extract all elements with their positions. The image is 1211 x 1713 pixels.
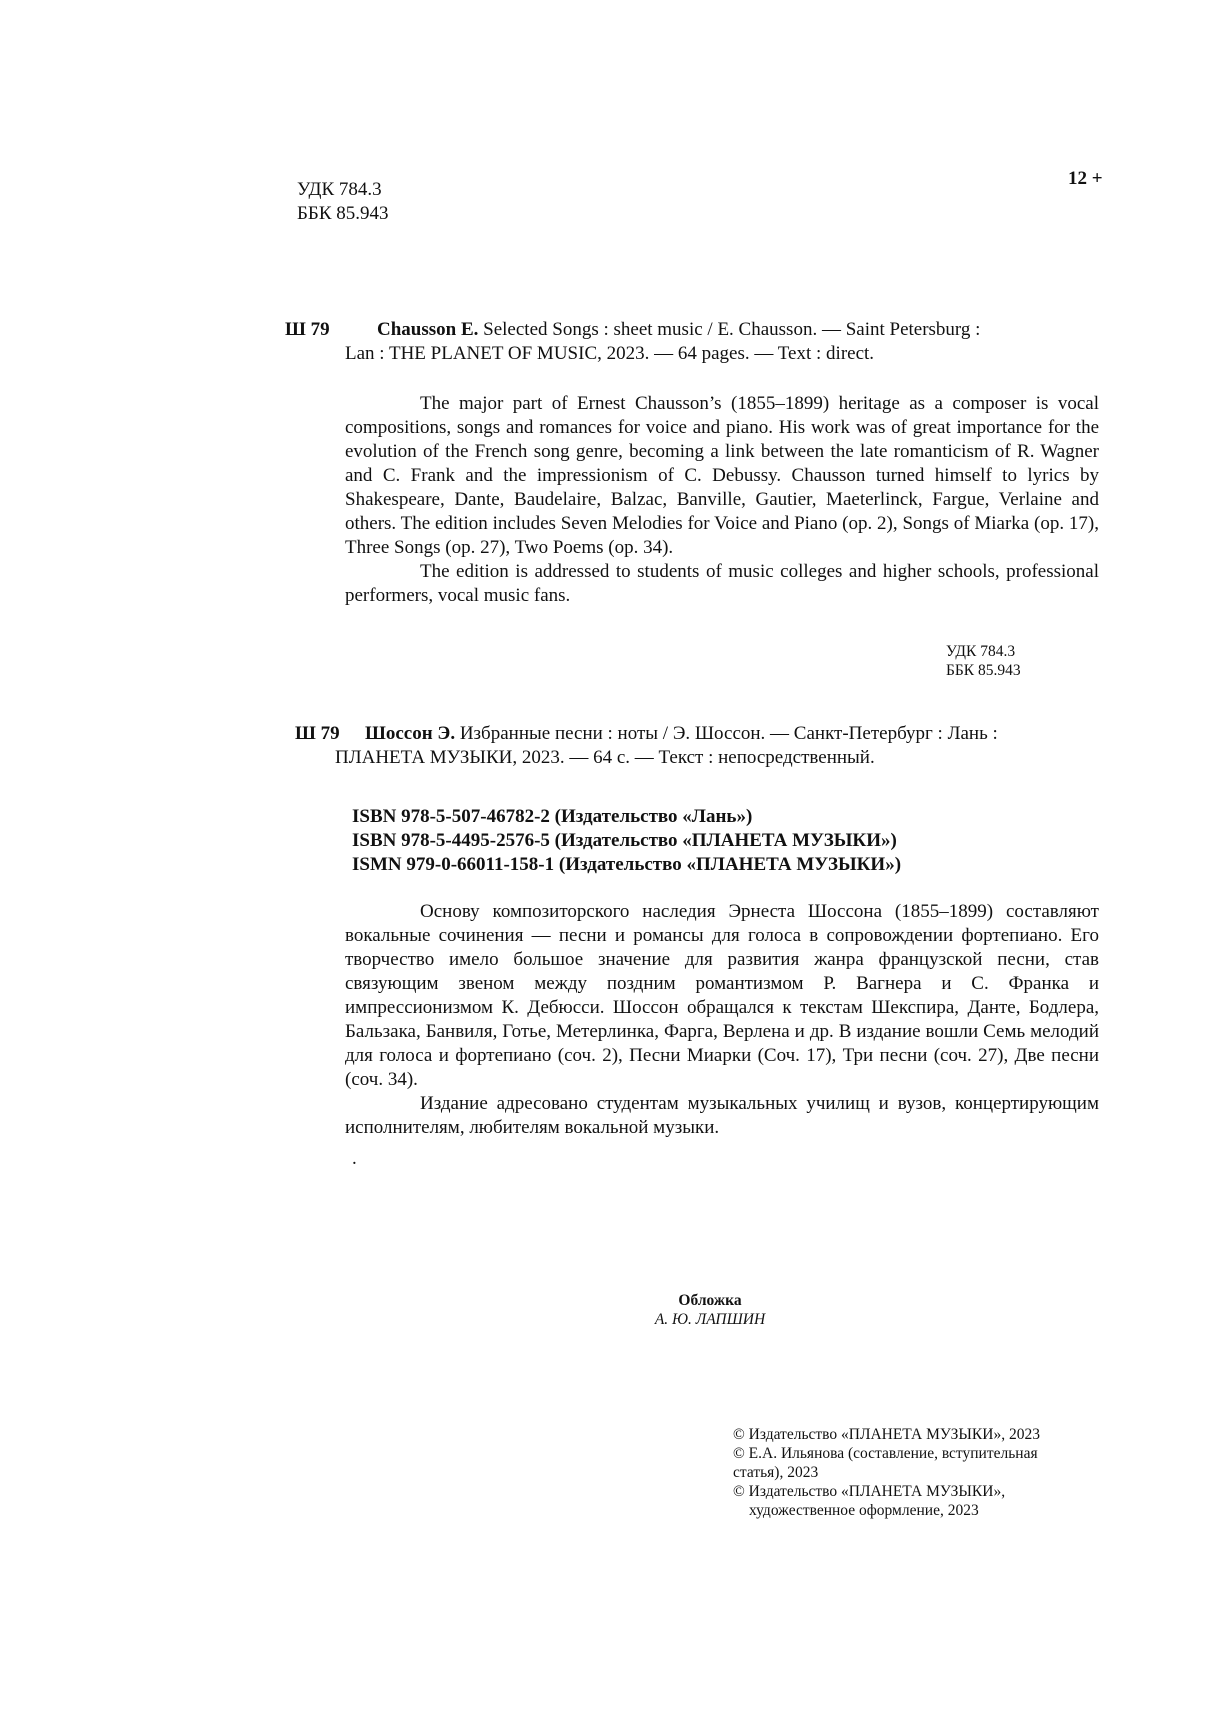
english-abstract bbox=[345, 392, 1099, 608]
copyright-line-3: статья), 2023 bbox=[733, 1464, 819, 1481]
english-udk: УДК 784.3 bbox=[946, 643, 1016, 660]
english-code: Ш 79 bbox=[285, 319, 330, 340]
english-entry bbox=[285, 318, 1100, 366]
copyright-line-4: © Издательство «ПЛАНЕТА МУЗЫКИ», bbox=[733, 1483, 1006, 1500]
russian-abstract-p1: Основу композиторского наследия Эрнеста Шоссона (1855–1899) составляют вокальные сочинения — песни и романсы для голоса в сопровождении фортепиано. Его творчество имело большое значение для развития жанра французской песни, став связующим звеном между поздним романтизмом Р. Вагнера и С. Франка и импрессионизмом К. Дебюсси. Шоссон обращался к текстам Шекспира, Данте, Бодлера, Бальзака, Банвиля, Готье, Метерлинка, Фарга, Верлена и др. В издание вошли Семь мелодий для голоса и фортепиано (соч. 2), Песни Миарки (Соч. 17), Три песни (соч. 27), Две песни (соч. 34). bbox=[345, 901, 1099, 1090]
english-author: Chausson E. bbox=[377, 319, 479, 340]
cover-credit bbox=[560, 1291, 860, 1329]
english-bbk: ББК 85.943 bbox=[946, 662, 1021, 679]
isbn-planeta: ISBN 978-5-4495-2576-5 (Издательство «ПЛАНЕТА МУЗЫКИ») bbox=[352, 830, 897, 851]
copyright-block bbox=[733, 1425, 1040, 1520]
russian-abstract-p2: Издание адресовано студентам музыкальных училищ и вузов, концертирующим исполнителям, любителям вокальной музыки. bbox=[345, 1093, 1099, 1138]
stray-dot: . bbox=[352, 1148, 357, 1169]
russian-citation-text1: Избранные песни : ноты / Э. Шоссон. — Санкт-Петербург : Лань : bbox=[455, 723, 998, 744]
english-abstract-p1: The major part of Ernest Chausson’s (1855–1899) heritage as a composer is vocal compositions, songs and romances for voice and piano. His work was of great importance for the evolution of the French song genre, becoming a link between the late romanticism of R. Wagner and C. Frank and the impressionism of C. Debussy. Chausson turned himself to lyrics by Shakespeare, Dante, Baudelaire, Balzac, Banville, Gautier, Maeterlinck, Fargue, Verlaine and others. The edition includes Seven Melodies for Voice and Piano (op. 2), Songs of Miarka (op. 17), Three Songs (op. 27), Two Poems (op. 34). bbox=[345, 393, 1099, 558]
age-rating: 12 + bbox=[1068, 168, 1103, 189]
top-udk: УДК 784.3 bbox=[297, 179, 382, 200]
copyright-line-1: © Издательство «ПЛАНЕТА МУЗЫКИ», 2023 bbox=[733, 1426, 1040, 1443]
russian-author: Шоссон Э. bbox=[365, 723, 456, 744]
isbn-lan: ISBN 978-5-507-46782-2 (Издательство «Лань») bbox=[352, 806, 753, 827]
cover-artist: А. Ю. ЛАПШИН bbox=[654, 1311, 766, 1328]
cover-label: Обложка bbox=[678, 1292, 742, 1309]
russian-citation-line2: ПЛАНЕТА МУЗЫКИ, 2023. — 64 с. — Текст : непосредственный. bbox=[335, 747, 875, 768]
ismn-planeta: ISMN 979-0-66011-158-1 (Издательство «ПЛАНЕТА МУЗЫКИ») bbox=[352, 854, 902, 875]
english-abstract-p2: The edition is addressed to students of music colleges and higher schools, professional performers, vocal music fans. bbox=[345, 561, 1099, 606]
english-citation-line1 bbox=[285, 318, 1100, 342]
russian-abstract bbox=[345, 900, 1099, 1140]
top-classification bbox=[297, 178, 389, 226]
copyright-line-5: художественное оформление, 2023 bbox=[749, 1502, 979, 1519]
english-citation-line2: Lan : THE PLANET OF MUSIC, 2023. — 64 pages. — Text : direct. bbox=[345, 343, 875, 364]
russian-code: Ш 79 bbox=[295, 723, 340, 744]
russian-entry bbox=[295, 722, 1110, 770]
english-citation-text1: Selected Songs : sheet music / E. Chausson. — Saint Petersburg : bbox=[478, 319, 981, 340]
isbn-block bbox=[352, 805, 901, 877]
top-bbk: ББК 85.943 bbox=[297, 203, 389, 224]
english-classification bbox=[946, 642, 1021, 680]
copyright-line-2: © Е.А. Ильянова (составление, вступительная bbox=[733, 1445, 1038, 1462]
russian-citation-line1 bbox=[295, 722, 1110, 746]
